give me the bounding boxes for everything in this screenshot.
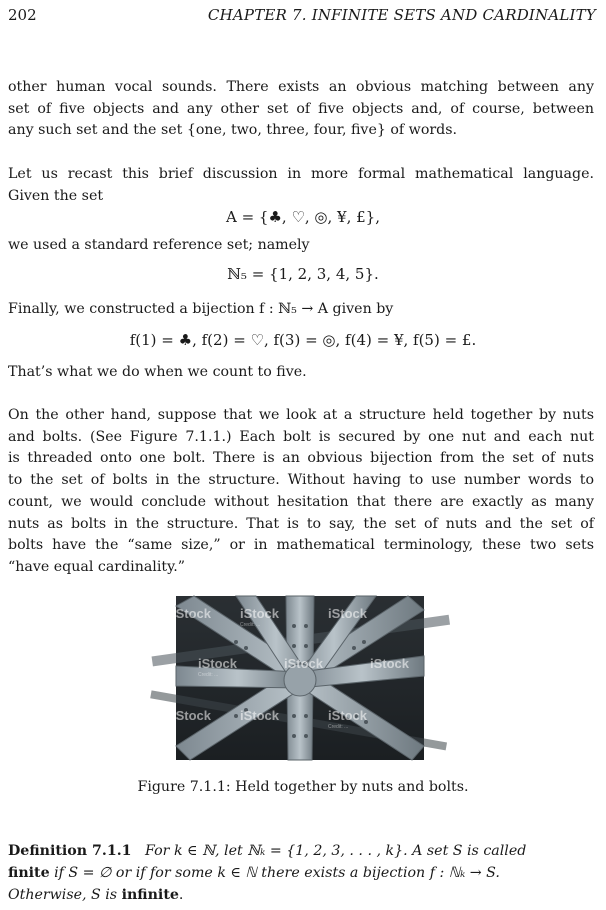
text-line: nuts as bolts in the structure. That is to say, the set of nuts and the set of bbox=[8, 515, 594, 532]
definition-text: if S = ∅ or if for some k ∈ ℕ there exists a bijection f : ℕₖ → S. bbox=[54, 865, 500, 881]
watermark-text: iStock bbox=[284, 656, 324, 671]
text-line: to the set of bolts in the structure. Without having to use number words to bbox=[8, 472, 594, 489]
definition-period: . bbox=[178, 887, 184, 903]
definition-line bbox=[8, 862, 596, 884]
figure-caption: Figure 7.1.1: Held together by nuts and bolts. bbox=[137, 779, 469, 795]
equation-n5: ℕ₅ = {1, 2, 3, 4, 5}. bbox=[227, 265, 379, 283]
watermark-text: iStock bbox=[172, 606, 212, 621]
text-line: and bolts. (See Figure 7.1.1.) Each bolt is secured by one nut and each nut bbox=[8, 428, 594, 445]
watermark-text: iStock bbox=[240, 708, 280, 723]
term-infinite: infinite bbox=[121, 887, 179, 903]
text-line: is threaded onto one bolt. There is an obvious bijection from the set of nuts bbox=[8, 450, 594, 467]
definition-label: Definition 7.1.1 bbox=[8, 843, 132, 859]
figure-steel-structure-photo bbox=[172, 596, 424, 760]
definition-text: Otherwise, S is bbox=[8, 887, 118, 903]
paragraph-recast-intro bbox=[8, 164, 594, 207]
text-line: Finally, we constructed a bijection f : ℕ₅ → A given by bbox=[8, 301, 394, 317]
paragraph-count-five bbox=[8, 362, 594, 384]
watermark-credit: Credit: ... bbox=[240, 622, 261, 628]
text-line: set of five objects and any other set of five objects and, of course, between bbox=[8, 100, 594, 117]
text-line: count, we would conclude without hesitation that there are exactly as many bbox=[8, 493, 594, 510]
definition-line bbox=[8, 840, 596, 862]
steel-beams-illustration bbox=[172, 596, 424, 760]
watermark-text: iStock bbox=[328, 606, 368, 621]
watermark-text: iStock bbox=[370, 656, 410, 671]
text-line: Given the set bbox=[8, 187, 104, 204]
text-line: On the other hand, suppose that we look at a structure held together by nuts bbox=[8, 407, 594, 423]
watermark-text: iStock bbox=[172, 708, 212, 723]
equation-bijection-values: f(1) = ♣, f(2) = ♡, f(3) = ◎, f(4) = ¥, f(5) = £. bbox=[129, 331, 477, 349]
text-line: Let us recast this brief discussion in more formal mathematical language. bbox=[8, 166, 594, 182]
paragraph-bijection bbox=[8, 299, 594, 321]
running-header bbox=[8, 6, 596, 26]
paragraph-vocal-sounds bbox=[8, 77, 594, 142]
term-finite: finite bbox=[8, 865, 50, 881]
paragraph-nuts-and-bolts bbox=[8, 405, 594, 579]
text-line: other human vocal sounds. There exists an obvious matching between any bbox=[8, 79, 594, 95]
paragraph-reference-set bbox=[8, 235, 594, 257]
equation-set-a: A = {♣, ♡, ◎, ¥, £}, bbox=[225, 208, 380, 226]
chapter-title: CHAPTER 7. INFINITE SETS AND CARDINALITY bbox=[207, 6, 596, 24]
watermark-text: iStock bbox=[240, 606, 280, 621]
definition-line bbox=[8, 884, 596, 906]
text-line: bolts have the “same size,” or in mathematical terminology, these two sets bbox=[8, 537, 594, 554]
text-line: any such set and the set {one, two, three, four, five} of words. bbox=[8, 122, 458, 139]
watermark-text: iStock bbox=[328, 708, 368, 723]
watermark-credit: Credit: ... bbox=[328, 724, 349, 730]
text-line: That’s what we do when we count to five. bbox=[8, 364, 307, 380]
watermark-text: iStock bbox=[198, 656, 238, 671]
definition-7-1-1 bbox=[8, 840, 596, 906]
page-number: 202 bbox=[8, 6, 37, 24]
watermark-credit: Credit: ... bbox=[198, 672, 219, 678]
text-line: “have equal cardinality.” bbox=[8, 558, 185, 575]
definition-text: For k ∈ ℕ, let ℕₖ = {1, 2, 3, . . . , k}. A set S is called bbox=[145, 843, 527, 859]
text-line: we used a standard reference set; namely bbox=[8, 237, 310, 253]
